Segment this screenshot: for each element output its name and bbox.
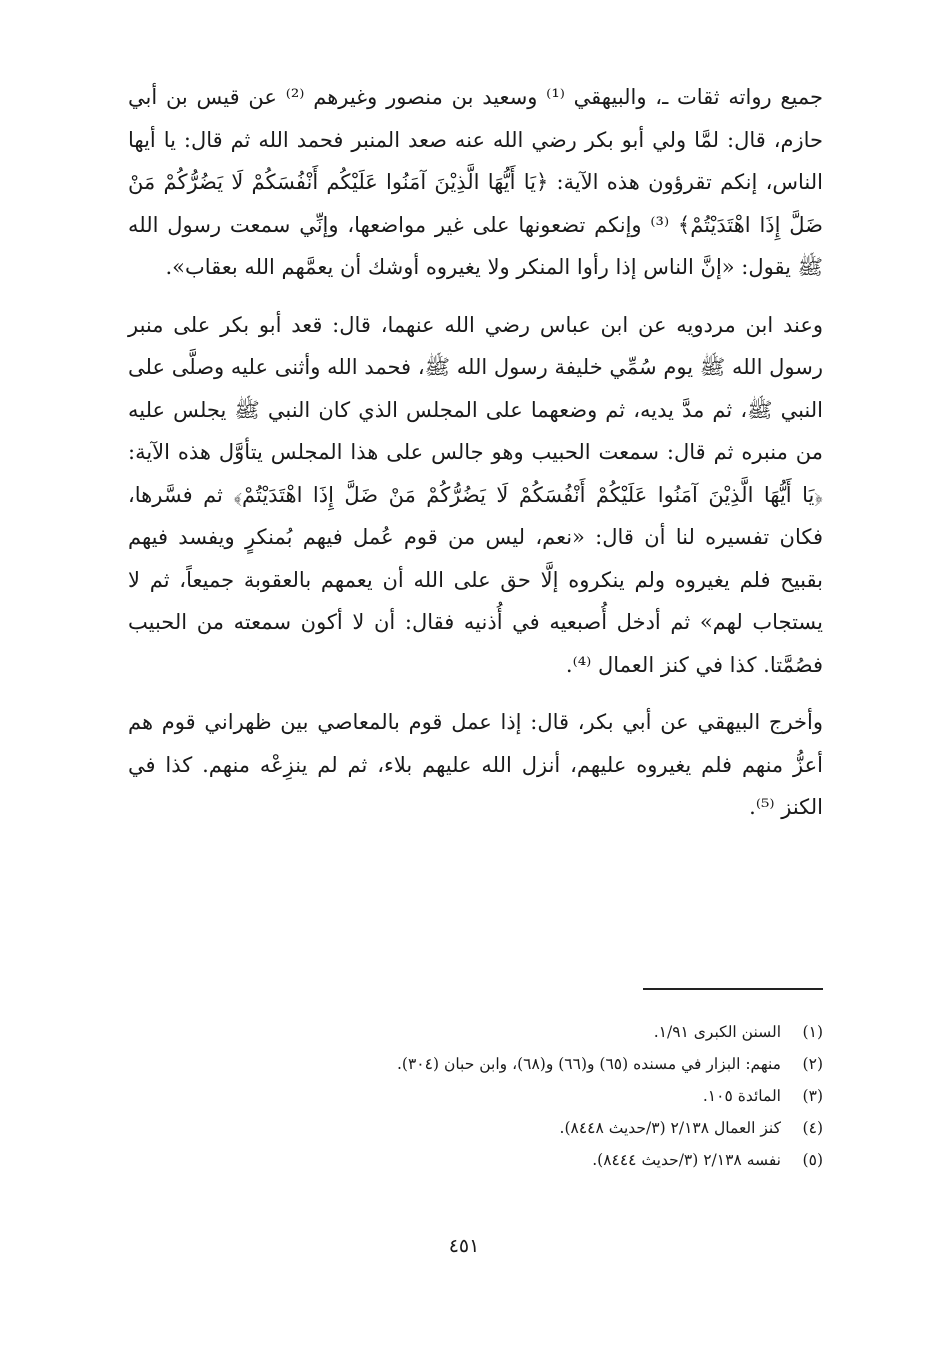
footnote-number: (٢)	[802, 1055, 823, 1073]
footnote-text: المائدة ١٠٥.	[702, 1087, 781, 1105]
footnote-text: كنز العمال ٢/١٣٨ (٣/حديث ٨٤٤٨).	[559, 1119, 781, 1137]
footnote-1	[230, 1016, 823, 1048]
footnote-text: السنن الكبرى ١/٩١.	[653, 1023, 781, 1041]
paragraph-2: وعند ابن مردويه عن ابن عباس رضي الله عنهما، قال: قعد أبو بكر على منبر رسول الله ﷺ يوم سُمِّي خليفة رسول الله ﷺ، فحمد الله وأثنى عليه وصلَّى على النبي ﷺ، ثم مدَّ يديه، ثم وضعهما على المجلس الذي كان النبي ﷺ يجلس عليه من منبره ثم قال: سمعت الحبيب وهو جالس على هذا المجلس يتأوَّل هذه الآية: ﴿يَا أَيُّهَا الَّذِيْنَ آمَنُوا عَلَيْكُمْ أَنْفُسَكُمْ لَا يَضُرُّكُمْ مَنْ ضَلَّ إِذَا اهْتَدَيْتُمْ﴾ ثم فسَّرها، فكان تفسيره لنا أن قال: «نعم، ليس من قوم عُمل فيهم بُمنكرٍ ويفسد فيهم بقبيح فلم يغيروه ولم ينكروه إلَّا حق على الله أن يعمهم بالعقوبة جميعاً، ثم لا يستجاب لهم» ثم أدخل أُصبعيه في أُذنيه فقال: أن لا أكون سمعته من الحبيب فصُمَّتا. كذا في كنز العمال ⁽⁴⁾.	[128, 312, 823, 677]
footnote-3	[230, 1080, 823, 1112]
paragraph-3: وأخرج البيهقي عن أبي بكر، قال: إذا عمل قوم بالمعاصي بين ظهراني قوم هم أعزُّ منهم فلم يغيروه عليهم، أنزل الله عليهم بلاء، ثم لم ينزِعْه منهم. كذا في الكنز ⁽⁵⁾.	[128, 710, 823, 819]
paragraph-1: جميع رواته ثقات ـ، والبيهقي ⁽¹⁾ وسعيد بن منصور وغيرهم ⁽²⁾ عن قيس بن أبي حازم، قال: لمَّا ولي أبو بكر رضي الله عنه صعد المنبر فحمد الله ثم قال: يا أيها الناس، إنكم تقرؤون هذه الآية: ﴿يَا أَيُّهَا الَّذِيْنَ آمَنُوا عَلَيْكُم أَنْفُسَكُمْ لَا يَضُرُّكُمْ مَنْ ضَلَّ إِذَا اهْتَدَيْتُمْ﴾ ⁽³⁾ وإنكم تضعونها على غير مواضعها، وإنِّي سمعت رسول الله ﷺ يقول: «إنَّ الناس إذا رأوا المنكر ولا يغيروه أوشك أن يعمَّهم الله بعقاب».	[128, 85, 824, 279]
footnote-2	[230, 1048, 823, 1080]
footnote-text: منهم: البزار في مسنده (٦٥) و(٦٦) و(٦٨)، وابن حبان (٣٠٤).	[397, 1055, 781, 1073]
footnote-4	[230, 1112, 823, 1144]
footnote-number: (٥)	[802, 1151, 823, 1169]
footnote-text: نفسه ٢/١٣٨ (٣/حديث ٨٤٤٤).	[592, 1151, 781, 1169]
footnote-separator	[643, 988, 823, 990]
footnotes	[230, 1016, 823, 1176]
footnote-5	[230, 1144, 823, 1176]
footnote-number: (١)	[802, 1023, 823, 1041]
footnote-number: (٤)	[802, 1119, 823, 1137]
footnote-number: (٣)	[802, 1087, 823, 1105]
main-text	[128, 76, 823, 829]
page-number: ٤٥١	[448, 1235, 480, 1257]
